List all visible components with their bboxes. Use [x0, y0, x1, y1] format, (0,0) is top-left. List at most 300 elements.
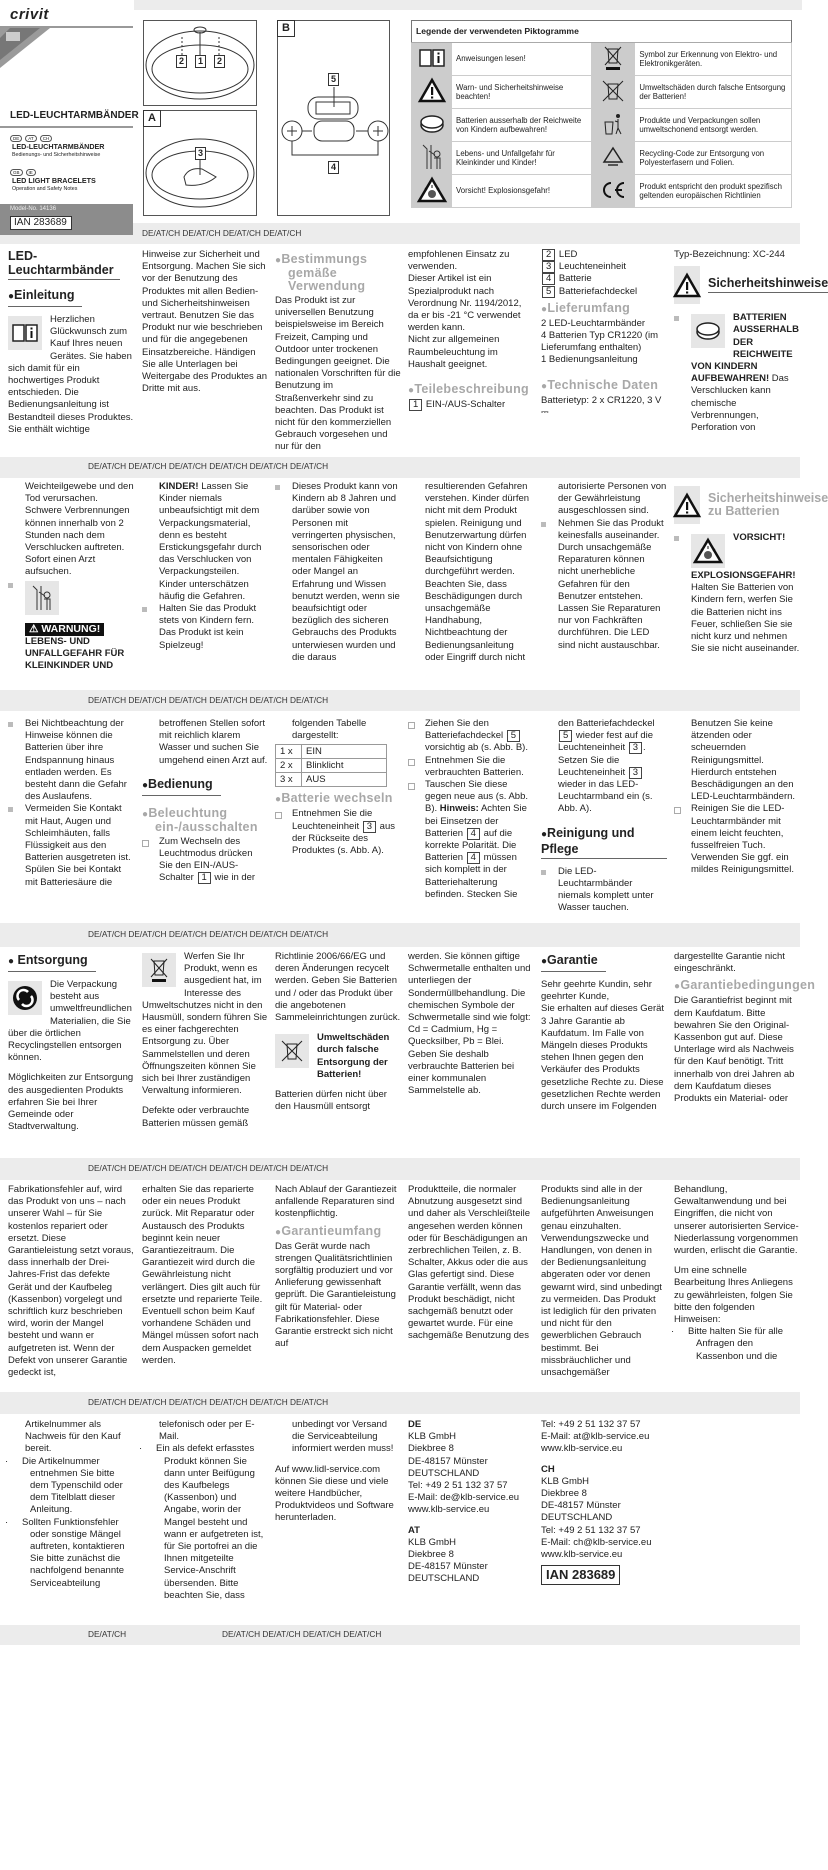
text: folgenden Tabelle dargestellt: — [292, 718, 367, 742]
language-badges — [10, 168, 39, 175]
mode-name: Blinklicht — [302, 759, 387, 773]
text: Nehmen Sie das Produkt keinesfalls auseinander. Durch unsachgemäße Reparaturen können nicht unerhebliche Gefahren für den Benutzer entstehen. Lassen Sie Reparaturen nur von Fachkräften durchführen. Die LED sind nicht austauschbar. — [558, 517, 664, 651]
text-column — [8, 1419, 134, 1590]
spacer — [408, 1517, 534, 1525]
text-run: BATTERIEN AUSSERHALB DER REICHWEITE VON KINDERN AUFBEWAHREN! — [691, 312, 799, 385]
text-run: VORSICHT! EXPLOSIONSGEFAHR! — [691, 532, 796, 581]
page-footer: DE/AT/CH DE/AT/CH DE/AT/CH DE/AT/CH — [222, 1629, 382, 1639]
paragraph — [275, 1184, 401, 1221]
table-row — [276, 745, 387, 759]
text: Einleitung — [14, 288, 75, 302]
lang-badge: IE — [26, 169, 36, 176]
paragraph — [142, 1419, 268, 1443]
table-row — [276, 773, 387, 787]
mode-table — [275, 744, 387, 787]
text-column — [408, 481, 534, 664]
legend-text: Batterien ausserhalb der Reichweite von Kindern aufbewahren! — [452, 109, 592, 142]
text: Bitte halten Sie für alle Anfragen den Kassenbon und die — [688, 1326, 784, 1362]
text-column — [541, 1184, 667, 1379]
text: DE — [408, 1419, 422, 1430]
address-line: Tel: +49 2 51 132 37 57 — [408, 1480, 508, 1492]
country-heading — [408, 1525, 534, 1537]
section-heading — [541, 952, 606, 972]
weee-icon — [142, 953, 176, 987]
recycle-pet-icon — [602, 161, 624, 170]
icon-paragraph — [8, 979, 134, 1064]
legend-icon-cell — [412, 142, 452, 175]
text: Batterie wechseln — [281, 791, 393, 806]
text-column — [275, 1184, 401, 1350]
text-run: Batteriefachdeckel — [556, 285, 638, 297]
cover-title: LED-LEUCHTARMBÄNDER — [10, 110, 139, 121]
text-column — [408, 249, 534, 411]
ian-number — [541, 1565, 620, 1585]
text-run: Batterie — [556, 273, 592, 285]
figure-a — [143, 110, 257, 216]
part-number-box: 5 — [559, 730, 572, 742]
text: Lieferumfang — [547, 300, 631, 315]
lang-badge: AT — [25, 135, 36, 142]
address-line: Diekbree 8 — [408, 1549, 454, 1561]
page-band — [0, 690, 800, 711]
bullet-item — [8, 718, 134, 803]
battery-change-illustration — [278, 21, 389, 215]
text: Die Garantiefrist beginnt mit dem Kaufdatum. Bitte bewahren Sie den Original-Kassenbon gut auf. Diese Unterlage wird als Nachweis für den Kauf benötigt. Tritt innerhalb von drei Jahren ab dem Kaufdatum dieses Produkts ein Material- oder — [674, 995, 795, 1105]
text: Halten Sie das Produkt stets von Kindern fern. Das Produkt ist kein Spielzeug! — [159, 603, 257, 651]
address-block — [408, 1537, 534, 1586]
address-line: KLB GmbH — [408, 1431, 457, 1443]
legend-text: Symbol zur Erkennung von Elektro- und Elektronikgeräten. — [635, 43, 792, 76]
paragraph — [541, 1003, 667, 1113]
en-subtitle: Operation and Safety Notes — [12, 186, 78, 192]
text-run: EIN-/AUS-Schalter — [423, 399, 506, 411]
paragraph — [8, 481, 134, 579]
paragraph — [541, 261, 667, 273]
step-item — [142, 836, 268, 885]
subsection-heading — [674, 978, 816, 993]
text: Hinweise zur Sicherheit und Entsorgung. Machen Sie sich vor der Benutzung des Produktes mit allen Bedien- und Sicherheitshinweisen vertraut. Benutzen Sie das Produkt nur wie beschrieben und für die angegebenen Einsatzbereiche. Händigen Sie alle Unterlagen bei Weitergabe des Produktes an Dritte mit aus. — [142, 249, 267, 395]
legend-text: Vorsicht! Explosionsgefahr! — [452, 175, 592, 208]
text: Die Artikelnummer entnehmen Sie bitte dem Typenschild oder dem Titelblatt dieser Anleitung. — [22, 1455, 123, 1516]
paragraph — [408, 481, 534, 664]
paragraph — [541, 318, 667, 330]
text-column — [541, 718, 667, 914]
spacer — [275, 1024, 401, 1032]
paragraph — [541, 395, 667, 419]
subsection-heading — [275, 1225, 401, 1239]
legend-icon-cell — [592, 175, 635, 208]
spacer — [142, 767, 268, 775]
paragraph — [408, 334, 534, 371]
text: Bedienung — [148, 776, 213, 791]
text-column — [408, 1184, 534, 1343]
text: AT — [408, 1524, 420, 1536]
address-line: DE-48157 Münster — [408, 1455, 488, 1467]
text-column — [674, 481, 828, 655]
text-column — [142, 249, 268, 395]
bullet-item — [674, 312, 800, 434]
weee-icon — [603, 64, 623, 73]
text-run: Halten Sie Batterien von Kindern fern, werfen Sie die Batterien nicht ins Feuer, schließen Sie sie nicht kurz und nehmen Sie sie nicht auseinander. — [691, 582, 800, 655]
text: Teilebeschreibung — [414, 382, 529, 397]
text-column — [408, 1419, 534, 1586]
text-column — [8, 481, 134, 672]
text: betroffenen Stellen sofort mit reichlich klarem Wasser und suchen Sie umgehend einen Arzt auf. — [159, 718, 268, 766]
press-count: 3 x — [276, 773, 302, 787]
legend-title: Legende der verwendeten Piktogramme — [412, 21, 792, 43]
paragraph — [674, 718, 800, 803]
text-column — [142, 481, 268, 652]
bullet-item — [541, 866, 667, 915]
page-band — [0, 1625, 800, 1645]
paragraph — [408, 951, 534, 1097]
legend-icon-cell — [412, 76, 452, 109]
paragraph — [541, 979, 667, 1003]
figure-b — [277, 20, 390, 216]
part-number-box: 3 — [542, 261, 555, 273]
icon-paragraph — [142, 951, 268, 1097]
country-heading — [408, 1419, 534, 1431]
text-column — [674, 1184, 800, 1363]
legend-icon-cell — [592, 76, 635, 109]
heading-text: Sicherheitshinweise zu Batterien — [708, 491, 828, 518]
pictogram-legend — [411, 20, 792, 208]
address-line: KLB GmbH — [541, 1475, 590, 1487]
legend-row — [412, 142, 792, 175]
lang-badge: CH — [40, 135, 53, 142]
text-run: wie in der — [211, 872, 256, 884]
section-heading — [142, 776, 221, 796]
text-run: Achten Sie bei Einsetzen der Batterien — [425, 803, 527, 839]
text: Weichteilgewebe und den Tod verursachen. Schwere Verbrennungen können innerhalb von 2 Stunden nach dem Verschlucken auftreten. Sofort einen Arzt aufsuchen. — [25, 481, 134, 578]
explosion-icon — [418, 195, 446, 204]
section-heading — [8, 287, 82, 307]
text-run: LED — [556, 249, 578, 260]
legend-icon-cell — [592, 142, 635, 175]
bullet-item — [275, 481, 401, 664]
text-run: aus der Rückseite des Produktes (s. Abb. A). — [292, 820, 395, 857]
paragraph — [541, 481, 667, 518]
paragraph — [408, 273, 534, 334]
text: Das Gerät wurde nach strengen Qualitätsrichtlinien sorgfältig produziert und vor Anlieferung gewissenhaft geprüft. Die Garantieleistung gilt für Material- oder Fabrikationsfehler. Diese Garantie erstreckt sich nicht auf — [275, 1240, 396, 1350]
info-book-icon — [419, 61, 445, 70]
badge-text: WARNUNG! — [41, 622, 101, 635]
warning-badge: ⚠ WARNUNG! — [25, 623, 104, 636]
address-line: E-Mail: ch@klb-service.eu — [541, 1536, 652, 1548]
paragraph — [541, 330, 667, 354]
legend-icon-cell — [412, 175, 452, 208]
text: LED-Leuchtarmbänder — [8, 249, 114, 277]
address-line: www.klb-service.eu — [541, 1443, 623, 1455]
text: 2 LED-Leuchtarmbänder — [541, 317, 646, 329]
bullet-item — [8, 579, 134, 673]
address-line: Tel: +49 2 51 132 37 57 — [541, 1419, 641, 1430]
icon-heading — [674, 266, 828, 304]
text: 4 Batterien Typ CR1220 (im Lieferumfang enthalten) — [541, 330, 659, 354]
text: Typ-Bezeichnung: XC-244 — [674, 249, 785, 260]
legend-icon-cell — [412, 109, 452, 142]
text: Entsorgung — [14, 953, 88, 967]
paragraph — [275, 1419, 401, 1456]
en-title: LED LIGHT BRACELETS — [12, 176, 96, 185]
bullet-item — [674, 532, 800, 655]
icon-paragraph — [275, 1032, 401, 1081]
mode-name: AUS — [302, 773, 387, 787]
child-hazard-icon — [419, 164, 445, 173]
text-run: auf die korrekte Polarität. Die Batterien — [425, 827, 517, 864]
paragraph — [541, 354, 667, 366]
text: dargestellte Garantie nicht eingeschränkt. — [674, 951, 785, 975]
part-number-box: 2 — [542, 249, 555, 261]
text: Fabrikationsfehler auf, wird das Produkt von uns – nach unserer Wahl – für Sie kostenlos repariert oder ersetzt. Diese Garantieleistung setzt voraus, dass innerhalb der Drei-Jahres-Frist das defekte Gerät und der Kaufbeleg (Kassenbon) vorgelegt und schriftlich kurz beschrieben wird, worin der Mangel besteht und wann er aufgetreten ist. Wenn der Defekt von unserer Garantie gedeckt ist, — [8, 1184, 134, 1379]
ce-icon — [599, 193, 627, 202]
page-footer: DE/AT/CH DE/AT/CH DE/AT/CH DE/AT/CH DE/AT/CH DE/AT/CH — [88, 929, 329, 939]
bullet-item — [8, 803, 134, 888]
spacer — [275, 1081, 401, 1089]
step-item — [408, 755, 534, 779]
address-line: E-Mail: de@klb-service.eu — [408, 1492, 520, 1504]
address-line: DEUTSCHLAND — [408, 1467, 480, 1479]
address-line: Tel: +49 2 51 132 37 57 — [541, 1524, 641, 1536]
callout-label: 3 — [195, 147, 206, 160]
text-column — [408, 951, 534, 1097]
text: Werfen Sie Ihr Produkt, wenn es ausgedient hat, im Interesse des Umweltschutzes nicht in den Hausmüll, sondern führen Sie es einer fachgerechten Entsorgung zu. Über Sammelstellen und deren Öffnungszeiten können Sie sich bei Ihrer zuständigen Verwaltung informieren. — [142, 951, 268, 1097]
part-number-box: 4 — [542, 273, 555, 285]
text-column — [674, 951, 816, 1105]
paragraph — [142, 1105, 268, 1129]
address-block — [541, 1419, 667, 1456]
subsection-heading — [142, 807, 268, 834]
text: Nach Ablauf der Garantiezeit anfallende Reparaturen sind kostenpflichtig. — [275, 1184, 397, 1220]
dash-item — [142, 1443, 268, 1602]
warning-icon — [674, 486, 700, 524]
weee-battery-icon — [601, 96, 625, 105]
de-subtitle: Bedienungs- und Sicherheitshinweise — [12, 152, 101, 158]
corner-badge-icon — [0, 28, 50, 70]
text: Artikelnummer als Nachweis für den Kauf bereit. — [25, 1419, 121, 1455]
subsection-heading — [541, 302, 667, 316]
text-column — [275, 249, 401, 454]
figure-label: A — [143, 110, 161, 127]
legend-text: Produkt entspricht den produkt spezifisch geltenden europäischen Richtlinien — [635, 175, 792, 208]
text: Bei Nichtbeachtung der Hinweise können die Batterien über ihre Endspannung hinaus entladen werden. Es besteht dann die Gefahr des Auslaufens. — [25, 718, 127, 803]
disposal-icon — [603, 129, 623, 138]
subsection-heading — [275, 792, 401, 806]
text: unbedingt vor Versand die Serviceabteilung informiert werden muss! — [292, 1419, 394, 1455]
paragraph — [142, 1184, 268, 1367]
text: Garantiebedingungen — [680, 978, 816, 993]
paragraph — [541, 286, 667, 298]
dash-item — [8, 1517, 134, 1590]
text: empfohlenen Einsatz zu verwenden. — [408, 249, 510, 273]
info-book-icon — [8, 316, 42, 350]
text-run: LEBENS- UND UNFALLGEFAHR FÜR KLEINKINDER UND — [25, 635, 125, 672]
dash-item — [8, 1456, 134, 1517]
battery-coin-icon — [691, 314, 725, 348]
text-run: Das Verschlucken kann chemische Verbrennungen, Perforation von — [691, 373, 789, 434]
section-heading — [541, 825, 667, 859]
legend-row — [412, 109, 792, 142]
text: Beleuchtung ein-/ausschalten — [148, 805, 258, 834]
address-line: www.klb-service.eu — [541, 1549, 623, 1561]
legend-icon-cell — [592, 43, 635, 76]
text-column — [541, 249, 667, 419]
child-hazard-icon — [25, 581, 59, 615]
text-run: Tauschen Sie diese gegen neue aus (s. Abb. B). — [425, 779, 528, 815]
part-number-box: 4 — [467, 828, 480, 840]
page-footer: DE/AT/CH DE/AT/CH DE/AT/CH DE/AT/CH — [142, 228, 302, 238]
address-line: Diekbree 8 — [541, 1488, 587, 1500]
text: Sollten Funktionsfehler oder sonstige Mängel auftreten, kontaktieren Sie bitte zunächst die nachfolgend benannte Serviceabteilung — [22, 1516, 125, 1589]
text: Dieser Artikel ist ein Spezialprodukt nach Verordnung Nr. 1194/2012, da er bis -21 °C verwendet werden kann. — [408, 273, 522, 334]
text-column — [142, 718, 268, 885]
text-column — [275, 481, 401, 664]
text-column — [142, 1184, 268, 1367]
text-run: Lassen Sie Kinder niemals unbeaufsichtigt mit dem Verpackungsmaterial, denn es besteht Erstickungsgefahr durch das Verschlucken von Verpackungsteilen. Kinder unterschätzen häufig die Gefahren. — [159, 481, 262, 602]
spacer — [8, 1064, 134, 1072]
model-number: Model-No. 14136 — [10, 206, 57, 212]
text: resultierenden Gefahren verstehen. Kinder dürfen nicht mit dem Produkt spielen. Reinigung und Benutzerwartung dürfen nicht von Kindern ohne Beaufsichtigung durchgeführt werden. Beachten Sie, dass Beschädigungen durch unsachgemäße Handhabung, Nichtbeachtung der Bedienungsanleitung oder Eingriff durch nicht — [425, 481, 530, 663]
text: Reinigen Sie die LED-Leuchtarmbänder mit einem leicht feuchten, fusselfreien Tuch. Verwenden Sie ggf. ein mildes Reinigungsmittel. — [691, 803, 794, 876]
text: Dieses Produkt kann von Kindern ab 8 Jahren und darüber sowie von Personen mit verringerten physischen, sensorischen oder mentalen Fähigkeiten oder Mangel an Erfahrung und Wissen benutzt werden, wenn sie beaufsichtigt oder bezüglich des sicheren Gebrauchs des Produkts unterwiesen wurden und die daraus — [292, 481, 400, 663]
text-column — [8, 249, 134, 436]
address-block — [541, 1476, 667, 1561]
paragraph — [8, 1072, 134, 1133]
text: Die Verpackung besteht aus umweltfreundlichen Materialien, die Sie über die örtlichen Recyclingstellen entsorgen können. — [8, 979, 132, 1064]
divider — [0, 126, 133, 128]
text-run: müssen sich komplett in der Batteriehalterung befinden. Stecken Sie — [425, 852, 518, 900]
paragraph — [408, 249, 534, 273]
text-column — [541, 481, 667, 652]
paragraph — [275, 1089, 401, 1113]
section-heading — [8, 952, 96, 972]
address-line: DEUTSCHLAND — [541, 1512, 613, 1524]
legend-icon-cell — [592, 109, 635, 142]
icon-paragraph — [8, 314, 134, 436]
paragraph — [8, 1419, 134, 1456]
ian-number: IAN 283689 — [10, 216, 72, 230]
legend-row — [412, 175, 792, 208]
text: Batterietyp: 2 x CR1220, 3 V ⎓ — [541, 394, 662, 418]
legend-row — [412, 76, 792, 109]
text: Um eine schnelle Bearbeitung Ihres Anliegens zu gewährleisten, folgen Sie bitte den folgenden Hinweisen: — [674, 1265, 793, 1326]
warning-icon — [419, 95, 445, 104]
table-row — [276, 759, 387, 773]
paragraph — [541, 249, 667, 261]
lang-badge: DE — [10, 135, 22, 142]
text: Produkts sind alle in der Bedienungsanleitung aufgeführten Anweisungen genau einzuhalten. Verwendungszwecke und Handlungen, von denen in der Bedienungsanleitung abgeraten oder vor denen gewarnt wird, sind unbedingt zu vermeiden. Das Produkt ist lediglich für den privaten und nicht für den gewerblichen Gebrauch bestimmt. Bei missbräuchlicher und unsachgemäßer — [541, 1184, 662, 1379]
subsection-heading — [408, 383, 534, 397]
text-run: Umweltschäden durch falsche Entsorgung der Batterien! — [317, 1032, 390, 1080]
text: werden. Sie können giftige Schwermetalle enthalten und unterliegen der Sondermüllbehandlung. Die chemischen Symbole der Schwermetalle sind wie folgt: Cd = Cadmium, Hg = Quecksilber, Pb = Blei. Geben Sie deshalb verbrauchte Batterien bei einer kommunalen Sammelstelle ab. — [408, 951, 531, 1097]
paragraph — [674, 951, 800, 975]
page-band — [0, 1158, 800, 1180]
text-column — [8, 1184, 134, 1379]
text: Sehr geehrte Kundin, sehr geehrter Kunde, — [541, 979, 652, 1003]
spacer — [541, 816, 667, 824]
address-line: www.klb-service.eu — [408, 1504, 490, 1516]
paragraph — [674, 1265, 800, 1326]
callout-label: 1 — [195, 55, 206, 68]
part-number-box: 5 — [542, 286, 555, 298]
paragraph — [275, 718, 401, 742]
part-number-box: 5 — [507, 730, 520, 742]
mode-name: EIN — [302, 745, 387, 759]
paragraph — [674, 995, 800, 1105]
text: autorisierte Personen von der Gewährleistung ausgeschlossen sind. — [558, 481, 667, 517]
text: Möglichkeiten zur Entsorgung des ausgedienten Produkts erfahren Sie bei Ihrer Gemeinde oder Stadtverwaltung. — [8, 1072, 134, 1133]
paragraph — [541, 273, 667, 285]
text-column — [541, 951, 667, 1113]
paragraph — [275, 951, 401, 1024]
part-number-box: 1 — [409, 399, 422, 411]
text-column — [674, 249, 828, 434]
legend-text: Recycling-Code zur Entsorgung von Polyesterfasern und Folien. — [635, 142, 792, 175]
text-column — [142, 1419, 268, 1602]
page-band — [0, 923, 800, 947]
figure-overview — [143, 20, 257, 106]
section-title — [8, 249, 120, 280]
step-item — [275, 808, 401, 857]
text: Das Produkt ist zur universellen Benutzung beispielsweise im Bereich Freizeit, Camping und Outdoor unter trockenen Bedingungen geeignet. Die nationalen Vorschriften für die Benutzung im Straßenverkehr sind zu beachten. Das Produkt ist nicht für den kommerziellen Gebrauch vorgesehen und nur für den — [275, 295, 401, 453]
part-number-box: 3 — [629, 742, 642, 754]
battery-coin-icon — [419, 127, 445, 136]
text-column — [408, 718, 534, 901]
address-line: KLB GmbH — [408, 1536, 457, 1548]
part-number-box: 1 — [198, 872, 211, 884]
text-run: KINDER! — [159, 481, 199, 492]
page-footer: DE/AT/CH DE/AT/CH DE/AT/CH DE/AT/CH DE/AT/CH DE/AT/CH — [88, 1397, 329, 1407]
text-column — [8, 718, 134, 889]
text: Vermeiden Sie Kontakt mit Haut, Augen und Schleimhäuten, falls Flüssigkeit aus den Batterien ausgetreten ist. Spülen Sie bei Kontakt mit Batteriesäure die — [25, 803, 131, 888]
spacer — [408, 371, 534, 379]
address-line: DEUTSCHLAND — [408, 1573, 480, 1585]
text-column — [275, 718, 401, 857]
address-line: E-Mail: at@klb-service.eu — [541, 1431, 650, 1443]
dash-item — [674, 1326, 800, 1363]
press-count: 2 x — [276, 759, 302, 773]
lang-badge: GB — [10, 169, 23, 176]
paragraph — [275, 295, 401, 454]
text-run: vorsichtig ab (s. Abb. B). — [425, 742, 528, 754]
text-column — [674, 718, 800, 877]
spacer — [541, 1456, 667, 1464]
page-band — [0, 1392, 800, 1414]
callout-label: 4 — [328, 161, 339, 174]
text: Auf www.lidl-service.com können Sie diese und viele weitere Handbücher, Produktvideos und Software herunterladen. — [275, 1463, 394, 1524]
text: Die LED-Leuchtarmbänder niemals komplett unter Wasser tauchen. — [558, 865, 654, 914]
text-column — [275, 1419, 401, 1525]
callout-label: 2 — [214, 55, 225, 68]
part-number-box: 3 — [629, 767, 642, 779]
text: Nicht zur allgemeinen Raumbeleuchtung im Haushalt geeignet. — [408, 334, 500, 370]
page-footer: DE/AT/CH DE/AT/CH DE/AT/CH DE/AT/CH DE/AT/CH DE/AT/CH — [88, 695, 329, 705]
legend-text: Lebens- und Unfallgefahr für Kleinkinder und Kinder! — [452, 142, 592, 175]
text: Produktteile, die normaler Abnutzung ausgesetzt sind und daher als Verschleißteile angesehen werden können oder für Beschädigungen an zerbrechlichen Teilen, z. B. Schalter, Akkus oder die aus Glas gefertigt sind. Diese Garantie verfällt, wenn das Produkt beschädigt, nicht sachgemäß benutzt oder gewartet wurde. Für eine sachgemäße Benutzung des — [408, 1184, 530, 1342]
text-column — [275, 951, 401, 1113]
text: Garantie — [547, 953, 598, 967]
text-column — [541, 1419, 667, 1585]
text: Entnehmen Sie die verbrauchten Batterien. — [425, 754, 524, 778]
part-number-box: 3 — [363, 821, 376, 833]
bullet-item — [541, 518, 667, 652]
legend-text: Anweisungen lesen! — [452, 43, 592, 76]
paragraph — [275, 1241, 401, 1351]
legend-text: Warn- und Sicherheitshinweise beachten! — [452, 76, 592, 109]
spacer — [541, 367, 667, 375]
text-run: wieder fest auf die Leuchteneinheit — [558, 730, 654, 754]
page-footer: DE/AT/CH DE/AT/CH DE/AT/CH DE/AT/CH DE/AT/CH DE/AT/CH — [88, 1163, 329, 1173]
